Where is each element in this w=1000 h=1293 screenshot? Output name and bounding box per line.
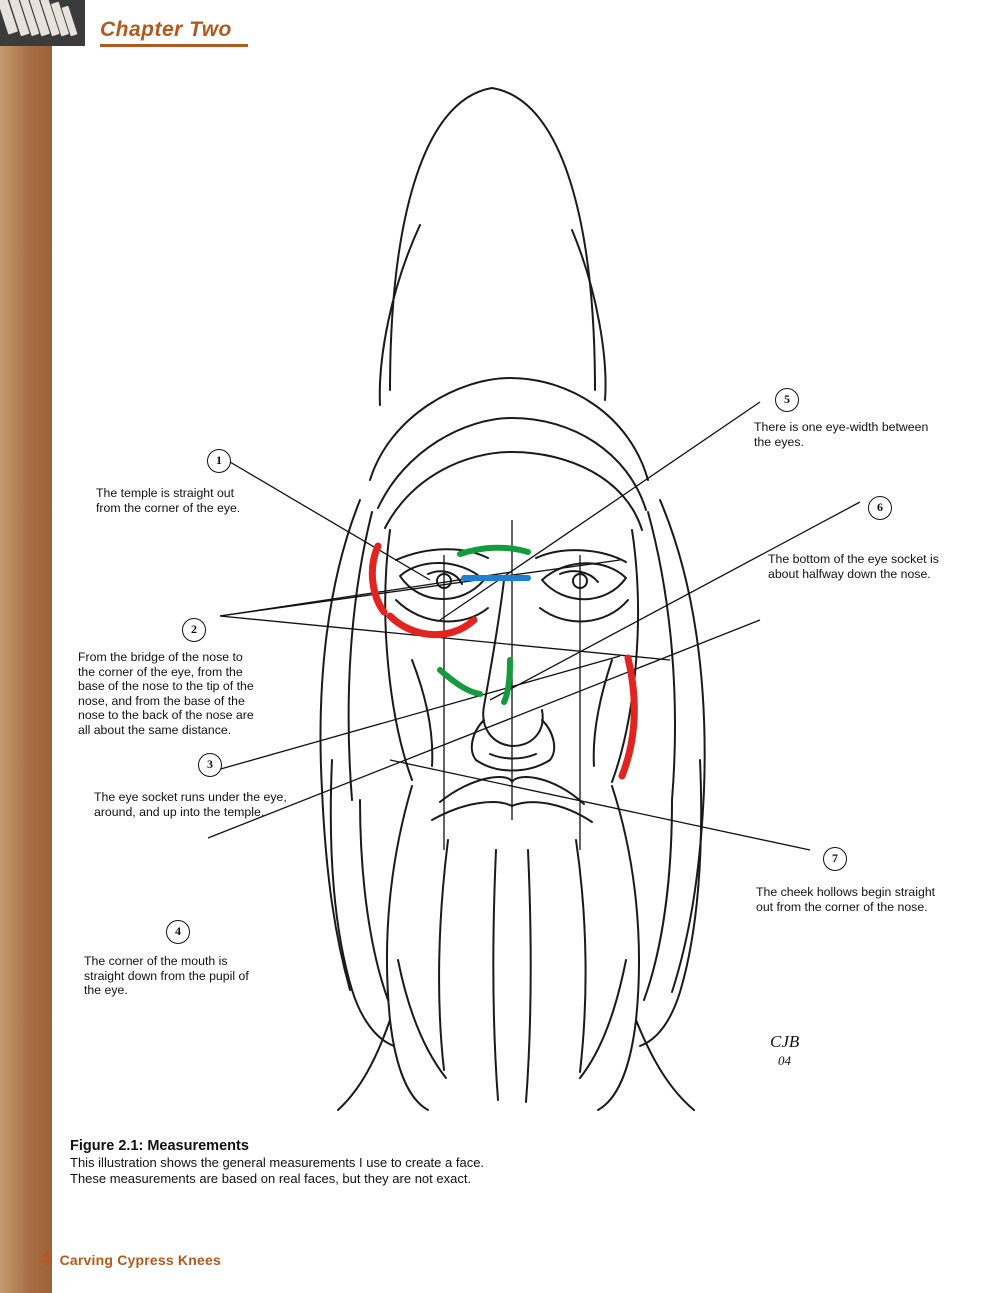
page-footer [40,1249,221,1271]
callout-6-badge: 6 [868,496,892,520]
chapter-title-rule [100,44,248,47]
callout-3-badge: 3 [198,753,222,777]
book-title: Carving Cypress Knees [59,1252,221,1268]
callout-2-badge: 2 [182,618,206,642]
callout-1-text: The temple is straight out from the corner of the eye. [96,486,241,515]
callout-2-text: From the bridge of the nose to the corner of the eye, from the base of the nose to the tip of the nose, and from the base of the nose to the back of the nose are all about the same distance. [78,650,254,737]
callout-1 [207,449,231,473]
callout-2 [182,618,206,642]
callout-5 [775,388,799,412]
left-decorative-bar [0,0,52,1293]
callout-6-text: The bottom of the eye socket is about halfway down the nose. [768,552,939,581]
artist-signature-year: 04 [778,1053,791,1068]
callout-7 [823,847,847,871]
callout-4-text: The corner of the mouth is straight down from the pupil of the eye. [84,954,249,997]
callout-7-badge: 7 [823,847,847,871]
callout-4-badge: 4 [166,920,190,944]
page-number: 4 [40,1249,51,1270]
figure-caption-title: Figure 2.1: Measurements [70,1138,249,1154]
chapter-title: Chapter Two [100,18,232,41]
callout-3 [198,753,222,777]
callout-1-badge: 1 [207,449,231,473]
callout-7-text: The cheek hollows begin straight out from the corner of the nose. [756,885,936,914]
corner-artwork [0,0,85,46]
callout-6 [868,496,892,520]
figure-caption-line-2: These measurements are based on real faces, but they are not exact. [70,1170,472,1186]
artist-signature: CJB [770,1032,800,1051]
callout-5-badge: 5 [775,388,799,412]
figure-caption-line-1: This illustration shows the general measurements I use to create a face. [70,1155,485,1170]
callout-4 [166,920,190,944]
callout-3-text: The eye socket runs under the eye, around, and up into the temple. [94,790,287,819]
callout-5-text: There is one eye-width between the eyes. [754,420,929,449]
figure-caption [70,1138,670,1186]
